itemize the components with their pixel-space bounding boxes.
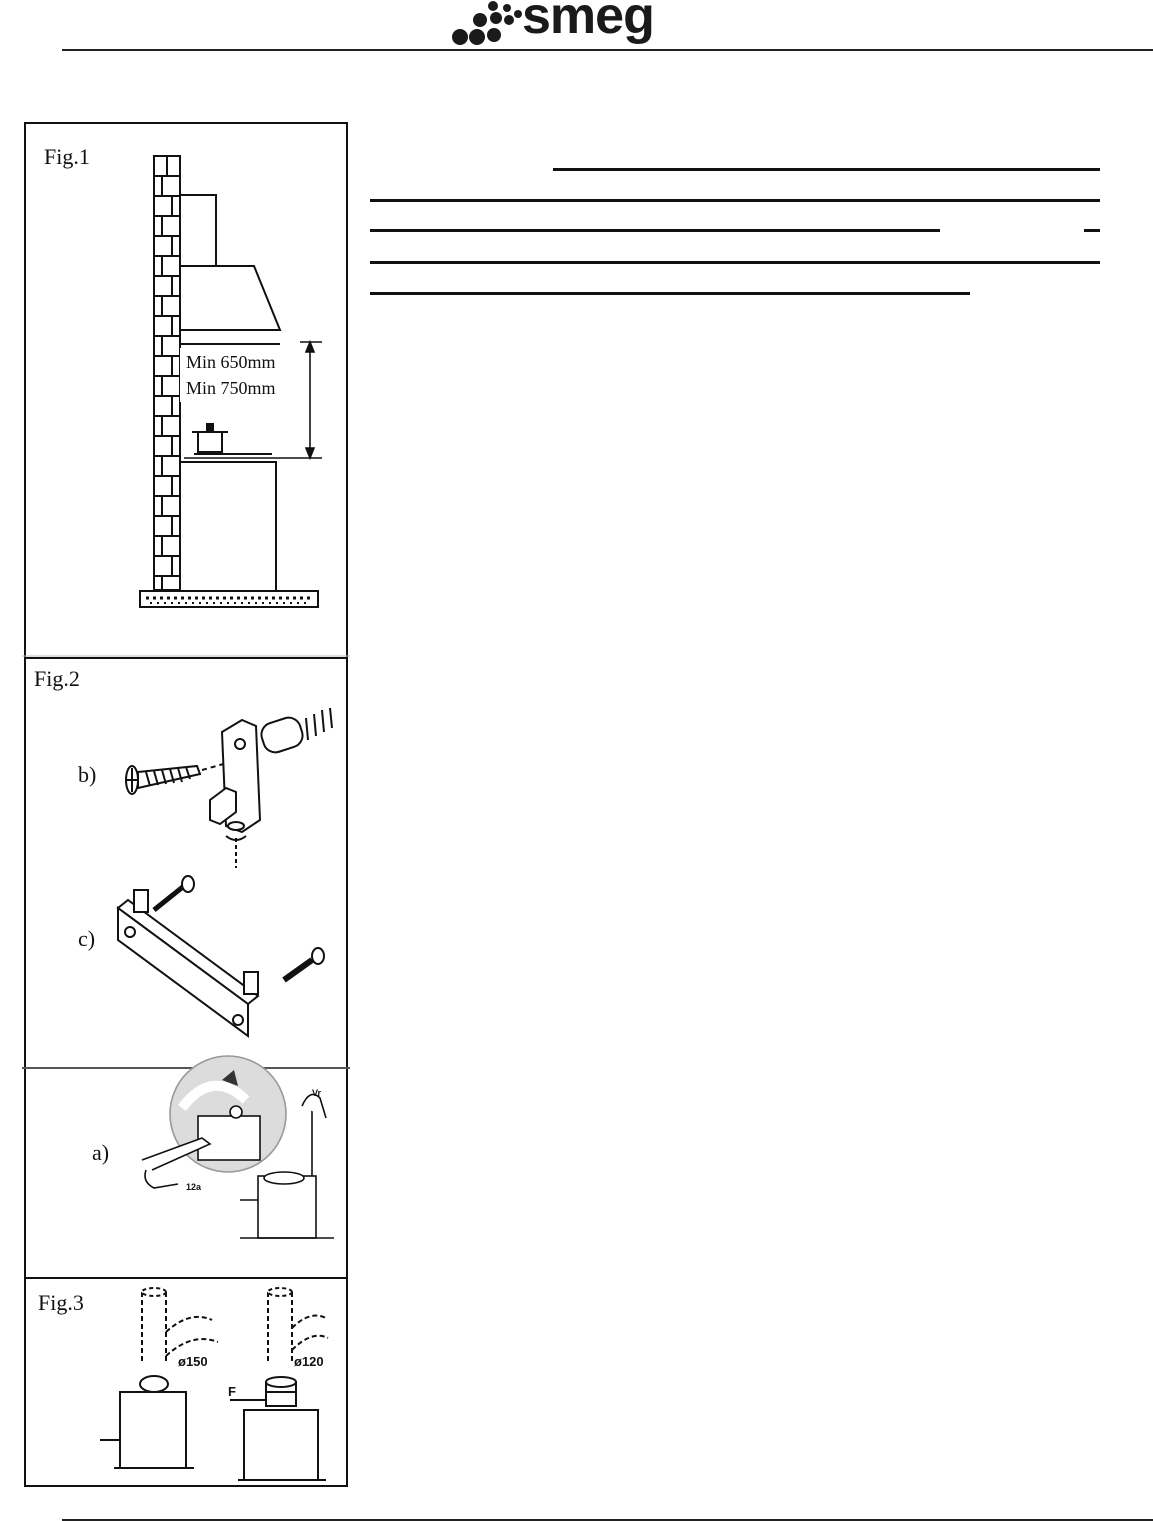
fig2-label: Fig.2 [34,666,80,691]
figures-column [22,120,350,1490]
fig3-label: Fig.3 [38,1290,84,1315]
wall-bracket-screw-illustration [125,708,332,868]
underline-3b [1084,229,1100,232]
adjustment-detail-illustration [142,1056,334,1238]
fig1-panel [25,123,347,658]
flange-label: F [228,1384,236,1399]
header-divider [62,49,1153,51]
duct-150-illustration [100,1288,218,1468]
step-a-label: a) [92,1140,110,1165]
cooker-hood-illustration [180,195,280,344]
fig2-panel [22,656,350,1278]
underline-2 [370,199,1100,202]
smeg-dots-icon [450,0,530,48]
dimension-min-750: Min 750mm [186,378,276,398]
underline-5 [370,292,970,295]
floor-illustration [140,591,318,607]
diameter-120-label: ø120 [294,1354,324,1369]
brick-wall-illustration [154,156,180,590]
underline-4 [370,261,1100,264]
installation-figures [22,120,350,1490]
fig3-panel [25,1278,347,1486]
pot-icon [192,424,272,454]
underline-3 [370,229,940,232]
kitchen-cabinet-illustration [180,462,276,590]
smeg-logo [450,0,665,48]
fig1-label: Fig.1 [44,144,90,169]
step-c-label: c) [78,926,96,951]
dimension-min-650: Min 650mm [186,352,276,372]
text-underline-block [370,140,1110,310]
duct-120-illustration [230,1288,328,1480]
rail-bracket-illustration [118,876,324,1036]
brand-wordmark: smeg [522,0,654,45]
diameter-150-label: ø150 [178,1354,208,1369]
callout-vr: Vr [312,1088,322,1098]
step-b-label: b) [78,762,97,787]
underline-1 [553,168,1100,171]
callout-12a: 12a [186,1182,202,1192]
